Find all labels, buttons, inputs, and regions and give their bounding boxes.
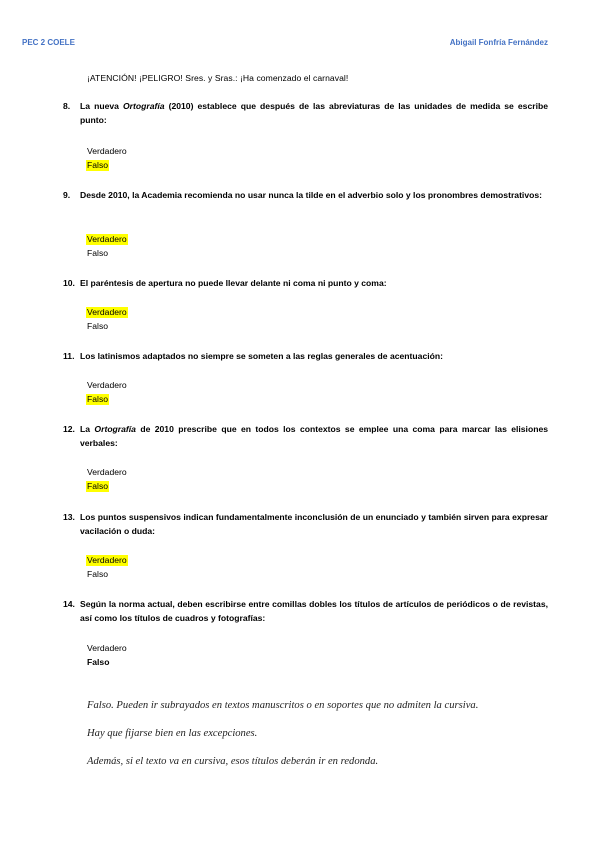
question-text: Desde 2010, la Academia recomienda no usar nunca la tilde en el adverbio solo y los pronombres demostrativos: — [80, 190, 542, 200]
question-text: Según la norma actual, deben escribirse entre comillas dobles los títulos de artículos de periódicos o de revistas, así como los títulos de cuadros y fotografías: — [80, 599, 548, 623]
option-true: Verdadero — [87, 467, 127, 477]
question-text: La nueva Ortografía (2010) establece que después de las abreviaturas de las unidades de medida se escribe punto: — [80, 101, 548, 125]
explanation-note-1: Falso. Pueden ir subrayados en textos manuscritos o en soportes que no admiten la cursiva. — [87, 700, 479, 711]
option-false-selected: Falso — [87, 657, 110, 667]
option-false-highlighted: Falso — [87, 160, 109, 170]
question-text: Los puntos suspensivos indican fundamentalmente inconclusión de un enunciado y también sirven para expresar vacilación o duda: — [80, 512, 548, 536]
question-number: 10. — [63, 278, 75, 288]
intro-line: ¡ATENCIÓN! ¡PELIGRO! Sres. y Sras.: ¡Ha comenzado el carnaval! — [87, 73, 349, 83]
question-9 — [63, 188, 548, 202]
question-number: 12. — [63, 424, 75, 434]
question-text: Los latinismos adaptados no siempre se someten a las reglas generales de acentuación: — [80, 351, 443, 361]
option-false: Falso — [87, 321, 109, 331]
option-false: Falso — [87, 569, 109, 579]
question-number: 14. — [63, 599, 75, 609]
option-false-highlighted: Falso — [87, 394, 109, 404]
question-number: 8. — [63, 101, 71, 111]
question-14 — [63, 597, 548, 625]
question-12 — [63, 422, 548, 450]
question-text: La Ortografía de 2010 prescribe que en todos los contextos se emplee una coma para marcar las elisiones verbales: — [80, 424, 549, 448]
question-10 — [63, 276, 548, 290]
question-11 — [63, 349, 548, 363]
option-true-highlighted: Verdadero — [87, 234, 127, 244]
option-true-highlighted: Verdadero — [87, 307, 127, 317]
option-true: Verdadero — [87, 643, 127, 653]
question-8 — [63, 99, 548, 127]
question-number: 9. — [63, 190, 71, 200]
question-text: El paréntesis de apertura no puede llevar delante ni coma ni punto y coma: — [80, 278, 387, 288]
question-13 — [63, 510, 548, 538]
option-true: Verdadero — [87, 146, 127, 156]
option-true-highlighted: Verdadero — [87, 555, 127, 565]
option-false-highlighted: Falso — [87, 481, 109, 491]
question-number: 11. — [63, 351, 75, 361]
header-author: Abigail Fonfría Fernández — [449, 38, 548, 47]
option-false: Falso — [87, 248, 109, 258]
explanation-note-2: Hay que fijarse bien en las excepciones. — [87, 728, 258, 739]
header-course: PEC 2 COELE — [22, 38, 75, 47]
question-number: 13. — [63, 512, 75, 522]
explanation-note-3: Además, si el texto va en cursiva, esos títulos deberán ir en redonda. — [87, 756, 379, 767]
option-true: Verdadero — [87, 380, 127, 390]
